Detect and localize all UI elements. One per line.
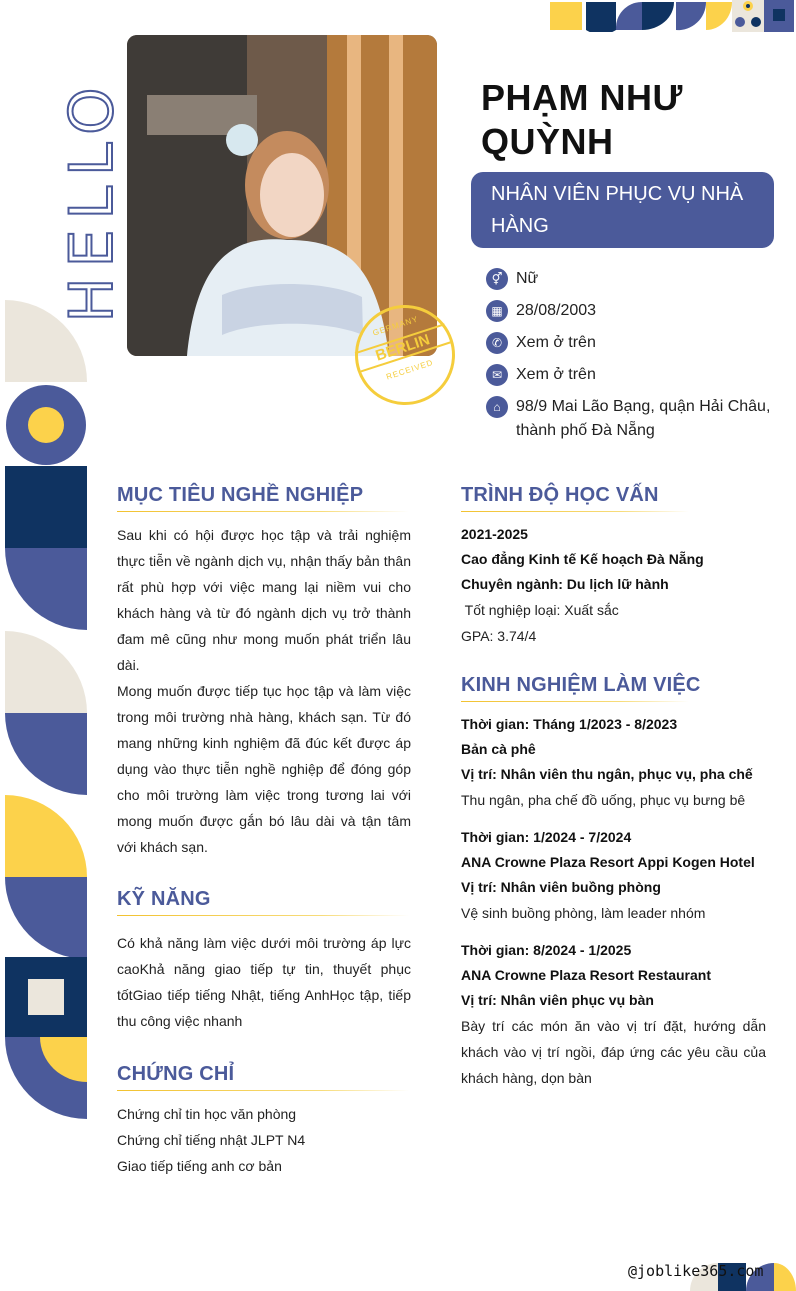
job-description: Vệ sinh buồng phòng, làm leader nhóm bbox=[461, 905, 706, 921]
job-entry bbox=[461, 712, 766, 813]
certificate-item: Giao tiếp tiếng anh cơ bản bbox=[117, 1158, 282, 1174]
section-title: KỸ NĂNG bbox=[117, 888, 211, 910]
title-underline bbox=[461, 511, 689, 512]
calendar-icon: ▦ bbox=[486, 300, 508, 322]
job-time: Thời gian: 1/2024 - 7/2024 bbox=[461, 829, 632, 845]
contact-gender-text: Nữ bbox=[516, 270, 539, 287]
gender-icon: ⚥ bbox=[486, 268, 508, 290]
objective-paragraph-1: Sau khi có hội được học tập và trải nghiệm thực tiễn về ngành dịch vụ, nhận thấy bản thân rất phù hợp với việc mang lại niềm vui cho khách hàng và từ đó ngành dịch vụ trở thành đam mê cũng như mong muốn phát triển lâu dài. bbox=[117, 527, 411, 673]
job-position: Vị trí: Nhân viên thu ngân, phục vụ, pha chế bbox=[461, 766, 753, 782]
certificate-item: Chứng chỉ tiếng nhật JLPT N4 bbox=[117, 1132, 306, 1148]
title-underline bbox=[117, 915, 409, 916]
contact-birthday-text: 28/08/2003 bbox=[516, 302, 597, 319]
job-title-badge: NHÂN VIÊN PHỤC VỤ NHÀ HÀNG bbox=[471, 172, 774, 248]
watermark: @joblike365.com bbox=[628, 1262, 764, 1280]
job-time: Thời gian: 8/2024 - 1/2025 bbox=[461, 942, 632, 958]
education-major: Chuyên ngành: Du lịch lữ hành bbox=[461, 576, 669, 592]
section-title: CHỨNG CHỈ bbox=[117, 1063, 235, 1085]
job-entry bbox=[461, 938, 766, 1091]
title-underline bbox=[461, 701, 689, 702]
skills-text: Có khả năng làm việc dưới môi trường áp lực caoKhả năng giao tiếp tự tin, thuyết phục tốtGiao tiếp tiếng Nhật, tiếng AnhHọc tập, tiếp thu công việc nhanh bbox=[117, 935, 411, 1029]
berlin-stamp: GERMANY BERLIN RECEIVED bbox=[342, 292, 468, 418]
contact-address-text: 98/9 Mai Lão Bạng, quận Hải Châu, thành phố Đà Nẵng bbox=[516, 398, 771, 439]
job-description: Bày trí các món ăn vào vị trí đặt, hướng dẫn khách vào vị trí ngồi, đáp ứng các yêu cầu của khách hàng, dọn bàn bbox=[461, 1018, 766, 1086]
job-place: ANA Crowne Plaza Resort Restaurant bbox=[461, 967, 711, 983]
education-grade: Tốt nghiệp loại: Xuất sắc bbox=[461, 602, 619, 618]
certificate-item: Chứng chỉ tin học văn phòng bbox=[117, 1106, 297, 1122]
title-underline bbox=[117, 1090, 409, 1091]
education-gpa: GPA: 3.74/4 bbox=[461, 628, 537, 644]
job-position: Vị trí: Nhân viên phục vụ bàn bbox=[461, 992, 654, 1008]
job-position: Vị trí: Nhân viên buồng phòng bbox=[461, 879, 661, 895]
contact-phone-text: Xem ở trên bbox=[516, 334, 596, 351]
title-underline bbox=[117, 511, 409, 512]
education-years: 2021-2025 bbox=[461, 526, 528, 542]
education-section bbox=[461, 484, 766, 649]
left-decoration bbox=[0, 295, 90, 1125]
phone-icon: ✆ bbox=[486, 332, 508, 354]
section-title: KINH NGHIỆM LÀM VIỆC bbox=[461, 674, 701, 696]
job-place: ANA Crowne Plaza Resort Appi Kogen Hotel bbox=[461, 854, 755, 870]
contact-email-text: Xem ở trên bbox=[516, 366, 596, 383]
certificates-section bbox=[117, 1063, 411, 1179]
home-icon: ⌂ bbox=[486, 396, 508, 418]
section-title: MỤC TIÊU NGHỀ NGHIỆP bbox=[117, 484, 364, 506]
objective-paragraph-2: Mong muốn được tiếp tục học tập và làm việc trong môi trường nhà hàng, khách sạn. Từ đó mang những kinh nghiệm đã đúc kết được áp dụng vào thực tiễn nghề nghiệp để đóng góp cho môi trường làm việc trong tương lai với mong muốn được gắn bó lâu dài và tận tâm với khách sạn. bbox=[117, 683, 411, 855]
education-school: Cao đẳng Kinh tế Kế hoạch Đà Nẵng bbox=[461, 551, 704, 567]
mail-icon: ✉ bbox=[486, 364, 508, 386]
skills-section bbox=[117, 888, 411, 1034]
job-time: Thời gian: Tháng 1/2023 - 8/2023 bbox=[461, 716, 678, 732]
job-entry bbox=[461, 825, 766, 926]
candidate-name: PHẠM NHƯ QUỲNH bbox=[481, 77, 683, 162]
top-decoration bbox=[548, 0, 796, 32]
experience-section bbox=[461, 674, 766, 1091]
career-objective-section bbox=[117, 484, 411, 860]
job-place: Bản cà phê bbox=[461, 741, 536, 757]
job-description: Thu ngân, pha chế đồ uống, phục vụ bưng bê bbox=[461, 792, 746, 808]
hello-vertical-text: HELLO bbox=[57, 77, 127, 323]
section-title: TRÌNH ĐỘ HỌC VẤN bbox=[461, 484, 659, 506]
